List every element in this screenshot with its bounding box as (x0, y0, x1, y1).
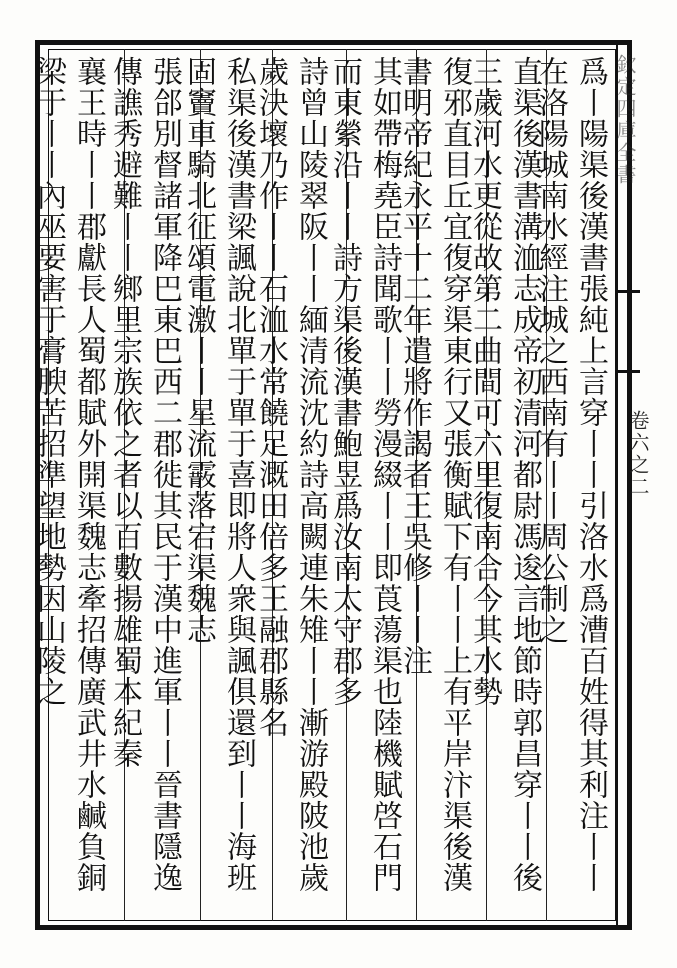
text-column-5: 詩曾山陵翠阪丨丨緬清流沈約詩高闕連朱雉丨丨漸游殿陂池歲歲決壞乃作丨丨石洫水常饒足溉田倍多王融郡縣名 (253, 56, 328, 893)
text-column-2: 直渠後漢書溝洫志成帝初清河都尉馮逡言地節時郭昌穿丨丨後三歲河水更從故第二曲間可六里復南合今其水勢 (467, 56, 542, 893)
fold-book-title: 欽定四庫全書 (613, 54, 637, 186)
text-column-4: 其如帶梅堯臣詩聞歌丨丨勞漫綴丨丨即莨蕩渠也陸機賦啓石門而東縈沿丨丨詩方渠後漢書鮑昱爲汝南太守郡多 (327, 56, 402, 893)
fold-divider (618, 370, 640, 373)
fold-divider (618, 290, 640, 293)
text-column-8: 襄王時丨丨郡獻長人蜀都賦外開渠魏志牽招傳廣武井水鹹負銅梁于丨丨內巫要害于膏腴苦招準望地勢因山陵之 (31, 56, 106, 893)
text-column-6: 私渠後漢書梁諷說北單于單于喜即將人衆與諷俱還到丨丨海班固竇車騎北征頌電激丨丨星流霰落宕渠魏志 (181, 56, 256, 893)
text-column-1: 爲丨陽渠後漢書張純上言穿丨丨引洛水爲漕百姓得其利注丨丨在洛陽城南水經注城之西南有丨丨周公制之 (533, 56, 608, 893)
fold-volume-label: 卷六之二 (626, 410, 650, 498)
text-column-7: 張郃別督諸軍降巴東巴西二郡徙其民于漢中進軍丨丨晉書隱逸傳譙秀避難丨丨鄉里宗族依之者以百數揚雄蜀本紀秦 (107, 56, 182, 893)
text-column-3: 復邪直目丘宜復穿渠東行又張衡賦下有丨丨上有平岸汴渠後漢書明帝紀永平十二年遣將作謁者王吳修丨丨注 (397, 56, 472, 893)
